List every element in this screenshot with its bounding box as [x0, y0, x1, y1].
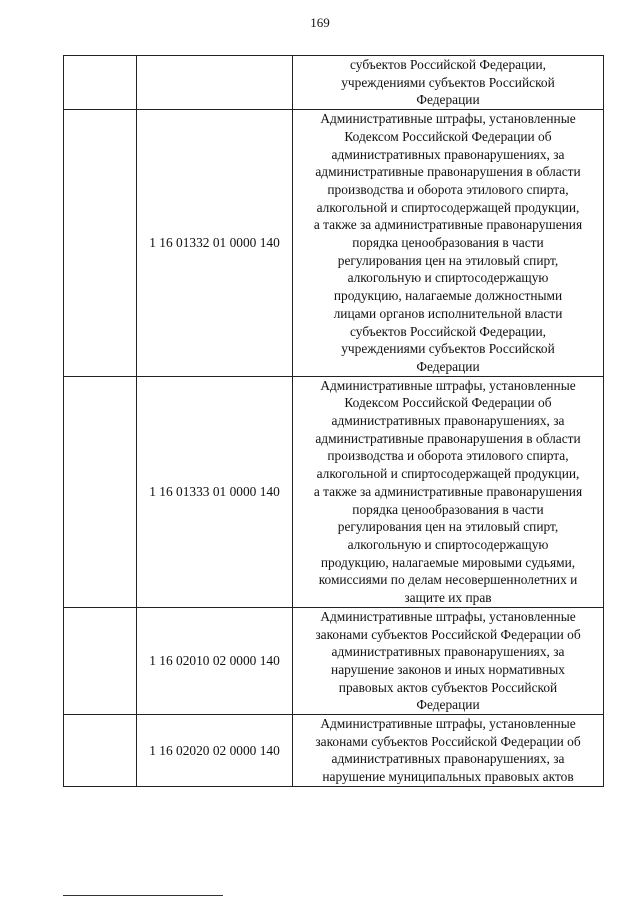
description-line: законами субъектов Российской Федерации об [315, 733, 581, 749]
description-line: алкогольной и спиртосодержащей продукции, [316, 199, 580, 215]
description-line: Кодексом Российской Федерации об [344, 395, 552, 411]
description-line: Административные штрафы, установленные [320, 111, 576, 127]
description-line: учреждениями субъектов Российской [341, 74, 555, 90]
description-line: Федерации [416, 92, 480, 108]
description-line: Федерации [416, 697, 480, 713]
row-number-cell [64, 56, 137, 110]
description-cell [293, 376, 604, 607]
description-line: административных правонарушениях, за [331, 146, 565, 162]
description-line: алкогольной и спиртосодержащей продукции, [316, 466, 580, 482]
description-cell [293, 110, 604, 377]
description-line: административные правонарушения в области [315, 164, 581, 180]
revenue-code-cell: 1 16 01333 01 0000 140 [137, 376, 293, 607]
description-line: Административные штрафы, установленные [320, 608, 576, 624]
table-body [64, 56, 604, 787]
revenue-code-cell: 1 16 02010 02 0000 140 [137, 607, 293, 714]
revenue-code-cell: 1 16 02020 02 0000 140 [137, 715, 293, 787]
row-number-cell [64, 607, 137, 714]
description-cell [293, 715, 604, 787]
description-line: субъектов Российской Федерации, [350, 323, 546, 339]
description-line: Федерации [416, 358, 480, 374]
footnote-rule [63, 895, 223, 896]
description-line: Кодексом Российской Федерации об [344, 128, 552, 144]
revenue-code-cell [137, 56, 293, 110]
description-line: лицами органов исполнительной власти [333, 305, 563, 321]
revenue-code-cell: 1 16 01332 01 0000 140 [137, 110, 293, 377]
description-cell [293, 56, 604, 110]
description-line: учреждениями субъектов Российской [341, 341, 555, 357]
table-row [64, 56, 604, 110]
description-line: а также за административные правонарушения [313, 217, 583, 233]
revenue-codes-table [63, 55, 604, 787]
page-number: 169 [310, 15, 330, 30]
description-line: порядка ценообразования в части [352, 235, 544, 251]
description-cell [293, 607, 604, 714]
table-row [64, 110, 604, 377]
description-line: административные правонарушения в области [315, 430, 581, 446]
row-number-cell [64, 715, 137, 787]
description-line: а также за административные правонарушения [313, 483, 583, 499]
description-line: регулирования цен на этиловый спирт, [337, 519, 559, 535]
description-line: административных правонарушениях, за [331, 751, 565, 767]
description-line: порядка ценообразования в части [352, 501, 544, 517]
row-number-cell [64, 110, 137, 377]
description-line: Административные штрафы, установленные [320, 377, 576, 393]
description-line: правовых актов субъектов Российской [338, 679, 558, 695]
description-line: нарушение законов и иных нормативных [331, 661, 565, 677]
table-row [64, 715, 604, 787]
description-line: регулирования цен на этиловый спирт, [337, 252, 559, 268]
description-line: административных правонарушениях, за [331, 644, 565, 660]
description-line: продукцию, налагаемые мировыми судьями, [320, 554, 576, 570]
description-line: законами субъектов Российской Федерации об [315, 626, 581, 642]
description-line: Административные штрафы, установленные [320, 716, 576, 732]
description-line: комиссиями по делам несовершеннолетних и [318, 572, 578, 588]
description-line: алкогольную и спиртосодержащую [347, 270, 549, 286]
description-line: производства и оборота этилового спирта, [327, 181, 569, 197]
description-line: продукцию, налагаемые должностными [333, 288, 563, 304]
description-line: субъектов Российской Федерации, [350, 57, 546, 72]
description-line: административных правонарушениях, за [331, 413, 565, 429]
table-row [64, 607, 604, 714]
description-line: нарушение муниципальных правовых актов [322, 769, 574, 785]
description-line: производства и оборота этилового спирта, [327, 448, 569, 464]
table-row [64, 376, 604, 607]
description-line: алкогольную и спиртосодержащую [347, 536, 549, 552]
row-number-cell [64, 376, 137, 607]
description-line: защите их прав [404, 590, 492, 606]
